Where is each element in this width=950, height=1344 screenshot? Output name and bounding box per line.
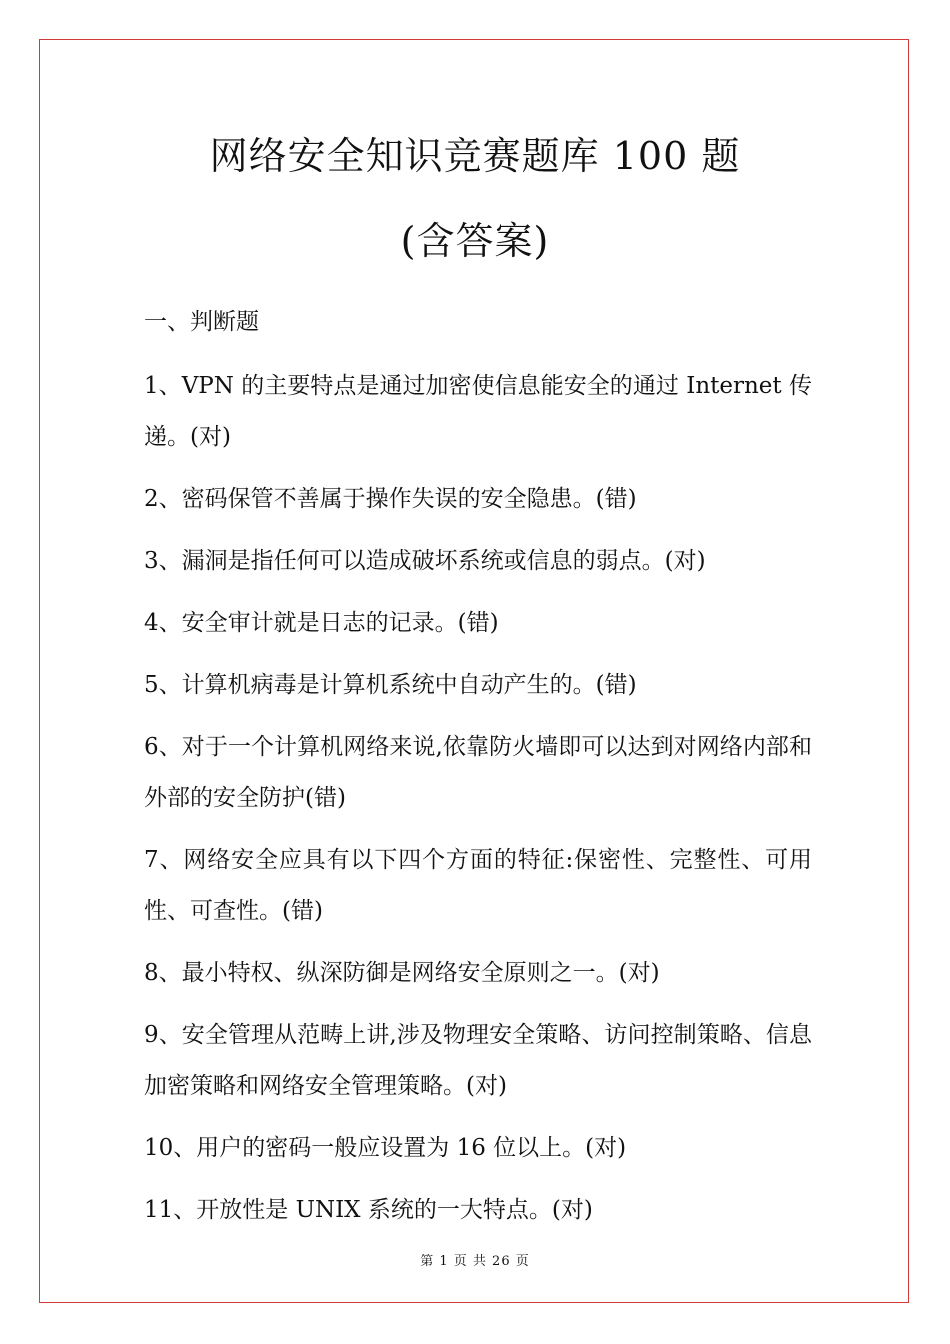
document-body [144,300,812,1247]
section-heading: 一、判断题 [144,309,259,335]
question-item: 7、网络安全应具有以下四个方面的特征:保密性、完整性、可用性、可查性。(错) [144,847,812,924]
question-item: 3、漏洞是指任何可以造成破坏系统或信息的弱点。(对) [144,548,706,574]
question-item: 5、计算机病毒是计算机系统中自动产生的。(错) [144,672,637,698]
question-list [144,361,812,1236]
question-item: 6、对于一个计算机网络来说,依靠防火墙即可以达到对网络内部和外部的安全防护(错) [144,734,812,811]
question-item: 4、安全审计就是日志的记录。(错) [144,610,499,636]
question-item: 2、密码保管不善属于操作失误的安全隐患。(错) [144,486,637,512]
question-item: 8、最小特权、纵深防御是网络安全原则之一。(对) [144,960,660,986]
question-item: 1、VPN 的主要特点是通过加密使信息能安全的通过 Internet 传递。(对) [144,373,812,450]
document-title: 网络安全知识竞赛题库 100 题 [209,134,741,178]
question-item: 11、开放性是 UNIX 系统的一大特点。(对) [144,1197,593,1223]
question-item: 9、安全管理从范畴上讲,涉及物理安全策略、访问控制策略、信息加密策略和网络安全管理策略。(对) [144,1022,812,1099]
question-item: 10、用户的密码一般应设置为 16 位以上。(对) [144,1135,627,1161]
document-subtitle: (含答案) [400,219,550,263]
page-number-footer: 第 1 页 共 26 页 [420,1254,530,1269]
